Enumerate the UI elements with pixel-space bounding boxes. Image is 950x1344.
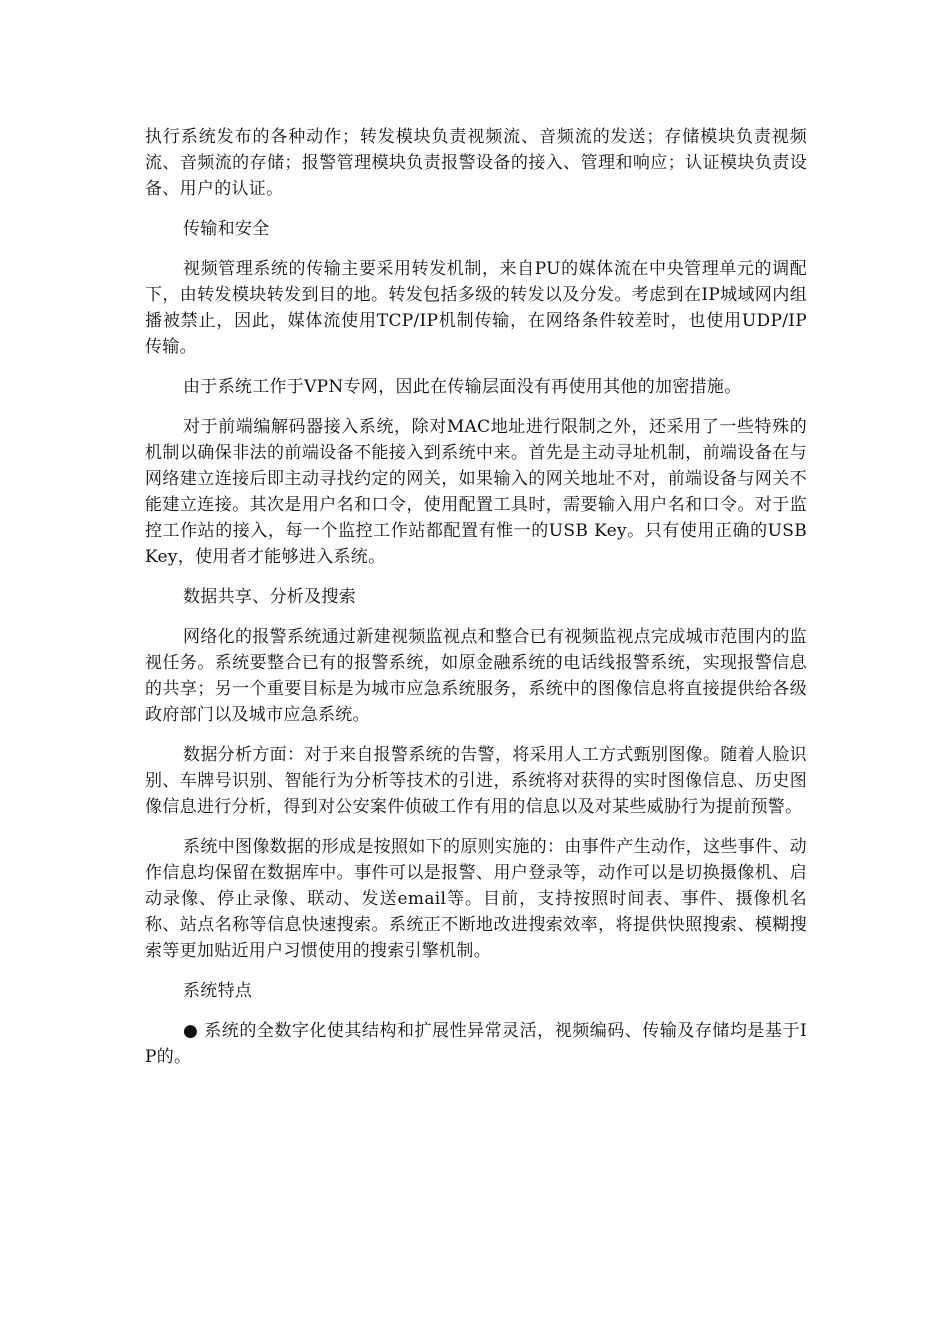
paragraph-continuation: 执行系统发布的各种动作；转发模块负责视频流、音频流的发送；存储模块负责视频流、音频流的存储；报警管理模块负责报警设备的接入、管理和响应；认证模块负责设备、用户的认证。 xyxy=(145,127,807,199)
paragraph-alarm-network: 网络化的报警系统通过新建视频监视点和整合已有视频监视点完成城市范围内的监视任务。系统要整合已有的报警系统，如原金融系统的电话线报警系统，实现报警信息的共享；另一个重要目标是为城市应急系统服务，系统中的图像信息将直接提供给各级政府部门以及城市应急系统。 xyxy=(145,627,807,725)
paragraph-image-data-search: 系统中图像数据的形成是按照如下的原则实施的：由事件产生动作，这些事件、动作信息均保留在数据库中。事件可以是报警、用户登录等，动作可以是切换摄像机、启动录像、停止录像、联动、发送email等。目前，支持按照时间表、事件、摄像机名称、站点名称等信息快速搜索。系统正不断地改进搜索效率，将提供快照搜索、模糊搜索等更加贴近用户习惯使用的搜索引擎机制。 xyxy=(145,837,807,961)
section-heading-system-features: 系统特点 xyxy=(183,981,253,1001)
document-page xyxy=(145,124,807,1070)
paragraph-frontend-access: 对于前端编解码器接入系统，除对MAC地址进行限制之外，还采用了一些特殊的机制以确保非法的前端设备不能接入到系统中来。首先是主动寻址机制，前端设备在与网络建立连接后即主动寻找约定的网关，如果输入的网关地址不对，前端设备与网关不能建立连接。其次是用户名和口令，使用配置工具时，需要输入用户名和口令。对于监控工作站的接入，每一个监控工作站都配置有惟一的USB Key。只有使用正确的USB Key，使用者才能够进入系统。 xyxy=(145,417,807,567)
section-heading-transport-security: 传输和安全 xyxy=(183,219,270,239)
bullet-item-digital-ip xyxy=(145,1018,807,1070)
bullet-icon: ● xyxy=(183,1021,199,1041)
paragraph-data-analysis: 数据分析方面：对于来自报警系统的告警，将采用人工方式甄别图像。随着人脸识别、车牌号识别、智能行为分析等技术的引进，系统将对获得的实时图像信息、历史图像信息进行分析，得到对公安案件侦破工作有用的信息以及对某些威胁行为提前预警。 xyxy=(145,745,807,817)
bullet-item-text: 系统的全数字化使其结构和扩展性异常灵活，视频编码、传输及存储均是基于IP的。 xyxy=(145,1021,807,1067)
paragraph-transport-mechanism: 视频管理系统的传输主要采用转发机制，来自PU的媒体流在中央管理单元的调配下，由转发模块转发到目的地。转发包括多级的转发以及分发。考虑到在IP城域网内组播被禁止，因此，媒体流使用TCP/IP机制传输，在网络条件较差时，也使用UDP/IP传输。 xyxy=(145,259,807,357)
paragraph-vpn-encryption: 由于系统工作于VPN专网，因此在传输层面没有再使用其他的加密措施。 xyxy=(183,377,742,397)
section-heading-data-sharing: 数据共享、分析及搜索 xyxy=(183,587,356,607)
